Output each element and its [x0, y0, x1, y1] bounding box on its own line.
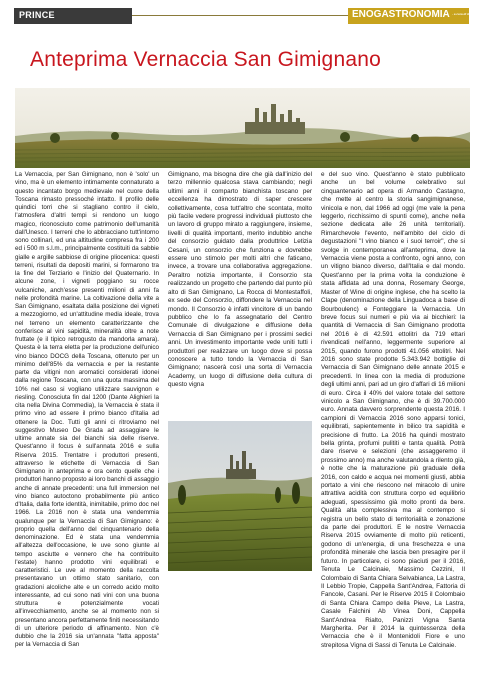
- page-header: [14, 8, 495, 24]
- article-column-2: [168, 171, 312, 416]
- article-column-3: [321, 171, 465, 661]
- section-tab: [14, 8, 132, 24]
- article-column-1: [15, 171, 159, 661]
- column-3-text: e del suo vino. Quest'anno è stato pubblicato anche un bel volume celebrativo sul cinquantenario ad opera di Armando Castagno, che mette al centro la storia sangimignanese, vinicola e non, dal 1966 ad oggi (me vale la pena leggerlo, ricchissimo di spunti come), anche nella sezione dedicata alle 26 unità territoriali). Rimarchevole l'evento, nell'ambito del ciclo di degustazioni "I vino bianco e i suoi terroir", che si svolge in contemporanea all'anteprima, dove la Vernaccia viene posta a confronto, ogni anno, con un vitigno bianco diverso, dall'Italia e dal mondo. Quest'anno per la prima volta la conduzione è stata affidata ad una donna, Rosemary George, Master of Wine di origine inglese, che ha scelto la Clape (denominazione della Linguadoca a base di Bourboulenc) e Fonteggiare la Vernaccia. Un breve focus sui numeri e più via ai bicchieri: la quantità di Vernaccia di San Gimignano prodotta nel 2016 è di 42.591 ettolitri da 719 ettari rivendicati nell'anno, leggermente superiore al 2015, quando furono prodotti 41.056 ettolitri. Nel 2016 sono state prodotte 5.343.942 bottiglie di Vernaccia di San Gimignano delle annate 2015 e precedenti. In linea con la media di produzione degli ultimi anni, pari ad un giro d'affari di 16 milioni di euro. Circa il 40% del valore totale del settore vinicolo a San Gimignano, che è di 39.700.000 euro. Annata davvero sorprendente questa 2016. I campioni di Vernaccia 2016 sono apparsi tonici, equilibrati, sapientemente in bilico tra sapidità e precisione di frutto. La 2016 ha quindi mostrato bella grinta, profumi pulititi e tanta qualità. Potrà dare riserve e selezioni (che assaggeremo il prossimo anno) ma anche valutandola a rilento già, è notte che la maturazione più graduale della 2016, con caldo e acqua nei momenti giusti, abbia portato a vini che riescono nel miracolo di unire attrattiva acidità con struttura corpo ed equilibrio adeguati, spessissimo già molto pronti da bere. Qualità alta complessiva ma al contempo si registra un bello stato di territorialità e zonazione da parte dei produttori. E le nostre Vernaccia Riserva 2015 ovviamente di molto più reticenti, godono di un'energia, di una freschezza e una profondità minerale che lascia ben presagire per il futuro. In particolare, ci sono piaciuti per il 2016, Tenuta Le Calcinaie, Massimo Cezzini, Il Colombaio di Santa Chiara Selvabianca, La Lastra, Il Lebbio Tropie, Cappella Sant'Andrea, Fattoria di Fancole, Casani. Per le Riserve 2015 il Colombaio di Santa Chiara Campo della Pieve, La Lastra, Casale Falchini Ab Vinea Doni, Cappella Sant'Andrea Rialto, Panizzi Vigna Santa Margherita. Per il 2014 la quintessenza della Vernaccia che è il Montenidoli Fiore e uno strepitosa Vigna di Sassi di Tenuta Le Calcinaie.: [321, 171, 465, 649]
- vineyard-photo: [15, 88, 470, 168]
- article-title: Anteprima Vernaccia San Gimignano: [30, 48, 381, 71]
- author-credit: - a cura di Alessandra Flubello: [452, 12, 495, 16]
- category-tab: [348, 8, 495, 24]
- header-rule: [132, 15, 348, 16]
- section-label: PRINCE: [19, 10, 55, 20]
- category-label: ENOGASTRONOMIA: [352, 9, 450, 20]
- column-2-text: Gimignano, ma bisogna dire che già dall'inizio del terzo millennio qualcosa stava cambiando; negli ultimi anni il comparto bianchista toscano per eccellenza ha dimostrato di saper crescere collettivamente, cosa tutt'altro che scontata, molto più facile vedere progressi individuali piuttosto che un lavoro di gruppo mirato a raggiungere, insieme, livelli di qualità importanti, merito indubbio anche del consorzio guidato dalla produttrice Letizia Cesani, un consorzio che funziona e dovrebbe essere uno stimolo per molti altri che faticano, invece, a trovare una collaborativa aggregazione. Peraltro notizia importante, il Consorzio sta realizzando un progetto che partendo dal punto più alto di San Gimignano, La Rocca di Montestaffoli, ex sede del Consorzio, diffondere la Vernaccia nel mondo. Il Consorzio è infatti vincitore di un bando pubblico che lo fa assegnatario del Centro Comunale di divulgazione e diffusione della Vernaccia di San Gimignano per i prossimi sedici anni. Un investimento importante vede uniti tutti i produttori per realizzare un luogo dove si possa conoscere a tutto tondo la Vernaccia di San Gimignano; nascerà così una sorta di Vernaccia Academy, un luogo di diffusione della cultura di questo vigna: [168, 171, 312, 389]
- column-1-text: La Vernaccia, per San Gimignano, non è 'solo' un vino, ma è un elemento intimamente connaturato a questo incantato borgo medievale nel cuore della Toscana rimasto pressoché intatto. Il profilo delle quindici torri che si stagliano contro il cielo, l'atmosfera d'altri tempi si rendono un luogo magico, riconosciuto come patrimonio dell'umanità dall'Unesco. I terreni che lo abbracciano tutt'intorno sono collinari, ed una altitudine compresa fra i 200 ed i 500 m s.l.m., principalmente costituiti da sabbie gialle e argille sabbiose di origine pliocenica: questi terreni, risultati da depositi marini, si formarono tra la fine del Terziario e l'inizio del Quaternario. In alcune zone, i vigneti poggiano su rocce vulcaniche, anch'esse presenti milioni di anni fa nelle profondità marine. La coltivazione della vite a San Gimignano, esaltata dalla posizione dei vigneti a mezzogiorno, ed un'attitudine media ideale, trova nel terreno un elemento caratterizzante che conferisce al vini sapidità, mineralità oltre a note fruttate (e il tipico retrogusto da mandorla amara). Questa è la terra eletta per la produzione dell'unico vino bianco DOCG della Toscana, ottenuto per un minimo dell'85% da vernaccia e per la restante parte da vitigni non aromatici considerati idonei dalla regione Toscana, con una quota massima del 10% nel caso si vogliano utilizzare sauvignon e riesling. Conosciuta fin dal 1200 (Dante Alighieri la cita nella Divina Commedia), la Vernaccia è stata il primo vino ad essere il primo bianco d'Italia ad ottenere la Doc. Tutti gli anni ci ritroviamo nel suggestivo Museo De Grada ad assaggiare le ultime annate sia del bianchi sia delle riserve. Quest'anno il focus è sull'annata 2016 e sulla Riserva 2015. Trentatre i produttori presenti, attraverso le etichette di Vernaccia di San Gimignano in anteprima e ora cento quelle che i produttori hanno proposto ai loro banchi di assaggio anche di annate precedenti: una full immersion nel vino bianco autoctono probabilmente più antico d'Italia, dalla forte identità, inimitabile, primo doc nel 1966. La 2016 non è stata una vendemmia qualunque per la Vernaccia di San Gimignano: è proprio quella dell'anno del cinquantenario della denominazione. Ed è stata una vendemmia all'altezza dell'occasione, le uve sono giunte al tempo asciutte e vennero che ha contribuito l'estate) hanno prodotto vini equilibrati e caratteristici. Le uve al momento della raccolta presentavano un ottimo stato sanitario, con gradazioni alcoliche alte e un corredo acido molto interessante, ad cui sono nati vini con una buona struttura e potenzialmente vocati all'invecchiamento, anche se al momento non si presentano ancora perfettamente finiti necessitando di un ulteriore periodo di affinamento. Non c'è dubbio che la 2016 sia un'annata "fatta apposta" per la Vernaccia di San: [15, 171, 159, 649]
- landscape-photo: [168, 421, 312, 571]
